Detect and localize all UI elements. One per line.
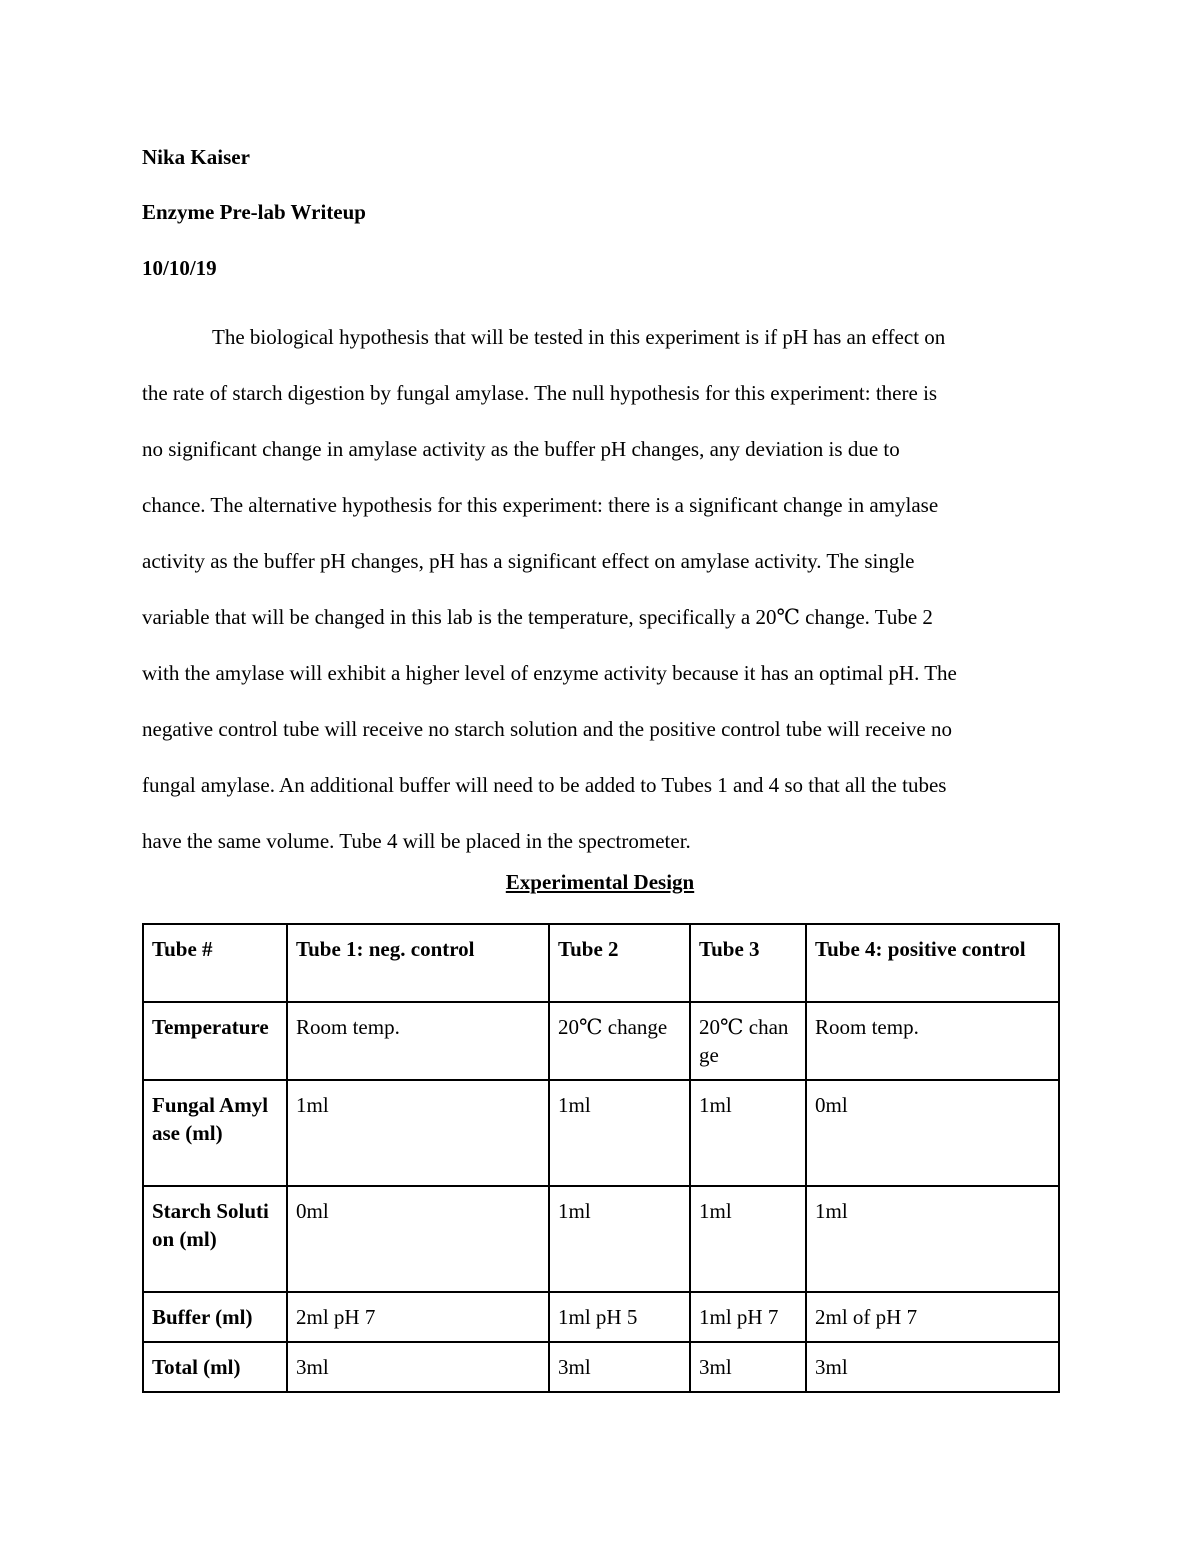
paragraph-line: negative control tube will receive no starch solution and the positive control tube will receive no (142, 717, 953, 741)
table-row (143, 1186, 1059, 1292)
table-cell: 1ml pH 5 (549, 1292, 690, 1342)
table-cell: 3ml (549, 1342, 690, 1392)
paragraph-line: the rate of starch digestion by fungal amylase. The null hypothesis for this experiment: there is (142, 381, 938, 405)
table-cell: 1ml (690, 1080, 806, 1186)
paragraph-line: no significant change in amylase activity as the buffer pH changes, any deviation is due to (142, 437, 900, 461)
paragraph-line: fungal amylase. An additional buffer will need to be added to Tubes 1 and 4 so that all the tubes (142, 773, 947, 797)
table-cell: Room temp. (806, 1002, 1059, 1080)
table-cell: 3ml (690, 1342, 806, 1392)
hypothesis-paragraph (142, 309, 1062, 869)
table-header-row (143, 924, 1059, 1002)
table-row (143, 1342, 1059, 1392)
table-cell: 2ml pH 7 (287, 1292, 549, 1342)
table-cell: 0ml (287, 1186, 549, 1292)
paragraph-line: The biological hypothesis that will be tested in this experiment is if pH has an effect on (212, 325, 946, 349)
paragraph-line: chance. The alternative hypothesis for this experiment: there is a significant change in amylase (142, 493, 939, 517)
header-cell: Tube 3 (690, 924, 806, 1002)
row-label: Starch Solution (ml) (143, 1186, 287, 1292)
paragraph-line: with the amylase will exhibit a higher level of enzyme activity because it has an optimal pH. The (142, 661, 957, 685)
document-title: Enzyme Pre-lab Writeup (142, 200, 366, 224)
table-title: Experimental Design (505, 870, 695, 894)
header-cell: Tube 1: neg. control (287, 924, 549, 1002)
row-label: Temperature (143, 1002, 287, 1080)
paragraph-line: variable that will be changed in this lab is the temperature, specifically a 20℃ change. Tube 2 (142, 605, 933, 629)
table-cell: 1ml (806, 1186, 1059, 1292)
experimental-design-table (142, 923, 1060, 1393)
paragraph-line: activity as the buffer pH changes, pH has a significant effect on amylase activity. The single (142, 549, 915, 573)
row-label: Buffer (ml) (143, 1292, 287, 1342)
table-cell: 0ml (806, 1080, 1059, 1186)
row-label: Total (ml) (143, 1342, 287, 1392)
table-cell: 20℃ change (690, 1002, 806, 1080)
table-cell: 1ml (549, 1080, 690, 1186)
table-cell: Room temp. (287, 1002, 549, 1080)
table-cell: 1ml (690, 1186, 806, 1292)
table-row (143, 1080, 1059, 1186)
table-cell: 20℃ change (549, 1002, 690, 1080)
header-cell: Tube 4: positive control (806, 924, 1059, 1002)
document-date: 10/10/19 (142, 256, 217, 280)
table-cell: 1ml (287, 1080, 549, 1186)
table-cell: 3ml (806, 1342, 1059, 1392)
table-cell: 3ml (287, 1342, 549, 1392)
table-row (143, 1002, 1059, 1080)
author-name: Nika Kaiser (142, 145, 250, 169)
table-cell: 1ml pH 7 (690, 1292, 806, 1342)
header-cell: Tube # (143, 924, 287, 1002)
paragraph-line: have the same volume. Tube 4 will be placed in the spectrometer. (142, 829, 691, 853)
table-cell: 1ml (549, 1186, 690, 1292)
table-row (143, 1292, 1059, 1342)
table-cell: 2ml of pH 7 (806, 1292, 1059, 1342)
row-label: Fungal Amylase (ml) (143, 1080, 287, 1186)
header-cell: Tube 2 (549, 924, 690, 1002)
